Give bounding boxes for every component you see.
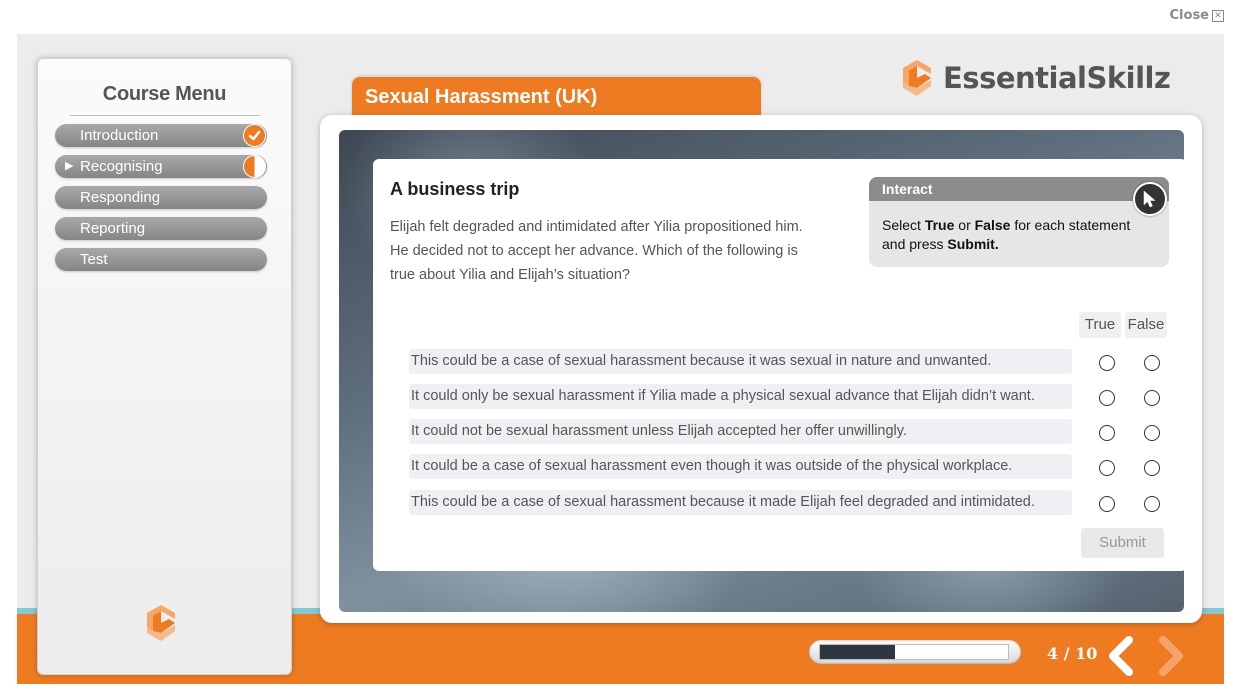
instruction-false: False	[974, 217, 1011, 233]
false-radio-2[interactable]	[1144, 390, 1160, 406]
progress-track-inner	[819, 644, 1009, 660]
menu-item-recognising[interactable]	[55, 155, 267, 178]
question-text: Elijah felt degraded and intimidated after Yilia propositioned him. He decided not to accept her advance. Which of the following is true about Yilia and Elijah’s situation?	[390, 219, 803, 283]
menu-item-label: Introduction	[80, 127, 159, 144]
menu-item-label: Recognising	[80, 158, 163, 175]
progress-fill	[820, 645, 895, 659]
instruction-text: or	[954, 217, 975, 233]
menu-item-test[interactable]	[55, 248, 267, 271]
true-radio-5[interactable]	[1099, 496, 1115, 512]
current-arrow-icon: ▶	[65, 160, 74, 172]
true-radio-1[interactable]	[1099, 355, 1115, 371]
chevron-right-icon[interactable]	[1155, 636, 1187, 676]
brand-name: EssentialSkillz	[943, 61, 1171, 95]
close-icon[interactable]: ✕	[1212, 10, 1224, 22]
submit-button[interactable]: Submit	[1081, 528, 1164, 558]
interact-text	[869, 201, 1169, 267]
cursor-pointer-icon	[1133, 182, 1167, 216]
course-title-tab	[352, 77, 761, 117]
page-counter: 4 / 10	[1047, 644, 1098, 663]
chevron-left-icon[interactable]	[1105, 636, 1137, 676]
true-radio-3[interactable]	[1099, 425, 1115, 441]
previous-button[interactable]	[1105, 636, 1137, 681]
menu-item-label: Test	[80, 251, 108, 268]
interact-heading: Interact	[869, 177, 1169, 201]
half-progress-icon	[243, 155, 266, 178]
menu-item-reporting[interactable]	[55, 217, 267, 240]
instruction-submit: Submit.	[947, 236, 999, 252]
false-radio-3[interactable]	[1144, 425, 1160, 441]
question-title: A business trip	[390, 179, 520, 199]
true-column-header: True	[1079, 312, 1121, 338]
statement-row: It could only be sexual harassment if Yilia made a physical sexual advance that Elijah didn’t want.	[409, 384, 1072, 409]
course-menu-title: Course Menu	[102, 83, 227, 105]
checkmark-icon	[243, 124, 266, 147]
instruction-text: Select	[882, 217, 925, 233]
interact-instructions	[869, 177, 1169, 267]
instruction-text: for each statement and press	[882, 217, 1131, 252]
statement-row: This could be a case of sexual harassment because it made Elijah feel degraded and intimidated.	[409, 490, 1072, 515]
brand-logo-icon	[897, 56, 937, 100]
question-card	[373, 159, 1184, 571]
true-radio-2[interactable]	[1099, 390, 1115, 406]
next-button[interactable]	[1155, 636, 1187, 681]
brand	[897, 56, 1170, 100]
close-link[interactable]	[1170, 8, 1224, 23]
menu-divider	[70, 115, 260, 116]
close-label[interactable]: Close	[1169, 8, 1209, 23]
false-radio-1[interactable]	[1144, 355, 1160, 371]
false-radio-5[interactable]	[1144, 496, 1160, 512]
course-menu	[37, 58, 292, 675]
menu-item-responding[interactable]	[55, 186, 267, 209]
statement-row: It could be a case of sexual harassment even though it was outside of the physical workplace.	[409, 454, 1072, 479]
background-photo	[339, 130, 1184, 612]
false-column-header: False	[1125, 312, 1167, 338]
instruction-true: True	[924, 217, 955, 233]
true-radio-4[interactable]	[1099, 460, 1115, 476]
course-title: Sexual Harassment (UK)	[365, 86, 598, 108]
menu-item-label: Reporting	[80, 220, 146, 237]
menu-item-label: Responding	[80, 189, 161, 206]
menu-item-introduction[interactable]	[55, 124, 267, 147]
statement-row: It could not be sexual harassment unless Elijah accepted her offer unwillingly.	[409, 419, 1072, 444]
content-frame	[320, 115, 1202, 623]
progress-bar	[809, 640, 1021, 664]
false-radio-4[interactable]	[1144, 460, 1160, 476]
brand-logo-icon	[141, 601, 181, 650]
course-player	[17, 34, 1224, 684]
statement-row: This could be a case of sexual harassment because it was sexual in nature and unwanted.	[409, 349, 1072, 374]
